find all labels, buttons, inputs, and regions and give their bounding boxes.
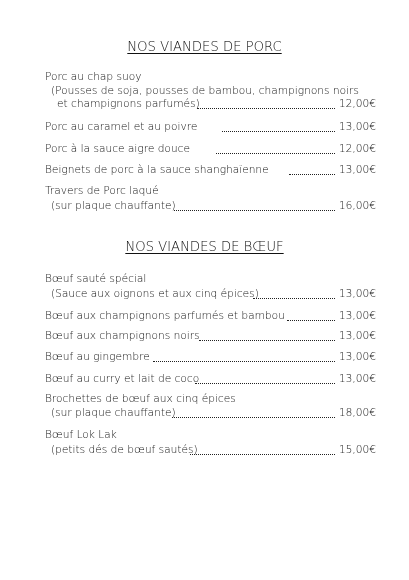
menu-item-name: Bœuf aux champignons noirs [45, 330, 200, 342]
pork-section-title: NOS VIANDES DE PORC [127, 40, 282, 55]
dot-leader [197, 108, 335, 109]
menu-item-name: Travers de Porc laqué [45, 185, 159, 197]
menu-item-price: 13,00€ [338, 310, 376, 322]
menu-item-description: et champignons parfumés) [57, 98, 200, 110]
dot-leader [174, 210, 335, 211]
beef-section-title: NOS VIANDES DE BŒUF [125, 240, 284, 255]
menu-item-name: Brochettes de bœuf aux cinq épices [45, 393, 236, 405]
menu-item-description: (sur plaque chauffante) [51, 200, 176, 212]
menu-item-description: (Sauce aux oignons et aux cinq épices) [51, 288, 259, 300]
dot-leader [172, 417, 335, 418]
menu-item-price: 15,00€ [338, 444, 376, 456]
menu-item-name: Bœuf au curry et lait de coco [45, 373, 200, 385]
dot-leader [253, 298, 335, 299]
menu-item-name: Beignets de porc à la sauce shanghaïenne [45, 164, 269, 176]
dot-leader [195, 383, 335, 384]
menu-item-price: 13,00€ [338, 330, 376, 342]
menu-item-name: Bœuf au gingembre [45, 351, 150, 363]
menu-item-description: (petits dés de bœuf sautés) [51, 444, 198, 456]
dot-leader [216, 153, 335, 154]
menu-item-price: 13,00€ [338, 373, 376, 385]
menu-item-price: 13,00€ [338, 164, 376, 176]
dot-leader [289, 174, 335, 175]
menu-item-name: Bœuf Lok Lak [45, 429, 117, 441]
menu-item-name: Porc à la sauce aigre douce [45, 143, 190, 155]
menu-item-price: 13,00€ [338, 121, 376, 133]
menu-item-price: 16,00€ [338, 200, 376, 212]
dot-leader [190, 454, 335, 455]
menu-item-name: Porc au chap suoy [45, 71, 142, 83]
dot-leader [199, 340, 335, 341]
menu-item-description: (sur plaque chauffante) [51, 407, 176, 419]
menu-item-description: (Pousses de soja, pousses de bambou, champignons noirs [51, 85, 359, 97]
menu-item-price: 13,00€ [338, 288, 376, 300]
menu-item-price: 12,00€ [338, 143, 376, 155]
dot-leader [222, 131, 335, 132]
menu-item-price: 12,00€ [338, 98, 376, 110]
dot-leader [153, 361, 335, 362]
menu-item-name: Bœuf sauté spécial [45, 273, 147, 285]
menu-item-name: Porc au caramel et au poivre [45, 121, 198, 133]
menu-item-price: 13,00€ [338, 351, 376, 363]
menu-item-price: 18,00€ [338, 407, 376, 419]
menu-item-name: Bœuf aux champignons parfumés et bambou [45, 310, 285, 322]
dot-leader [287, 320, 335, 321]
